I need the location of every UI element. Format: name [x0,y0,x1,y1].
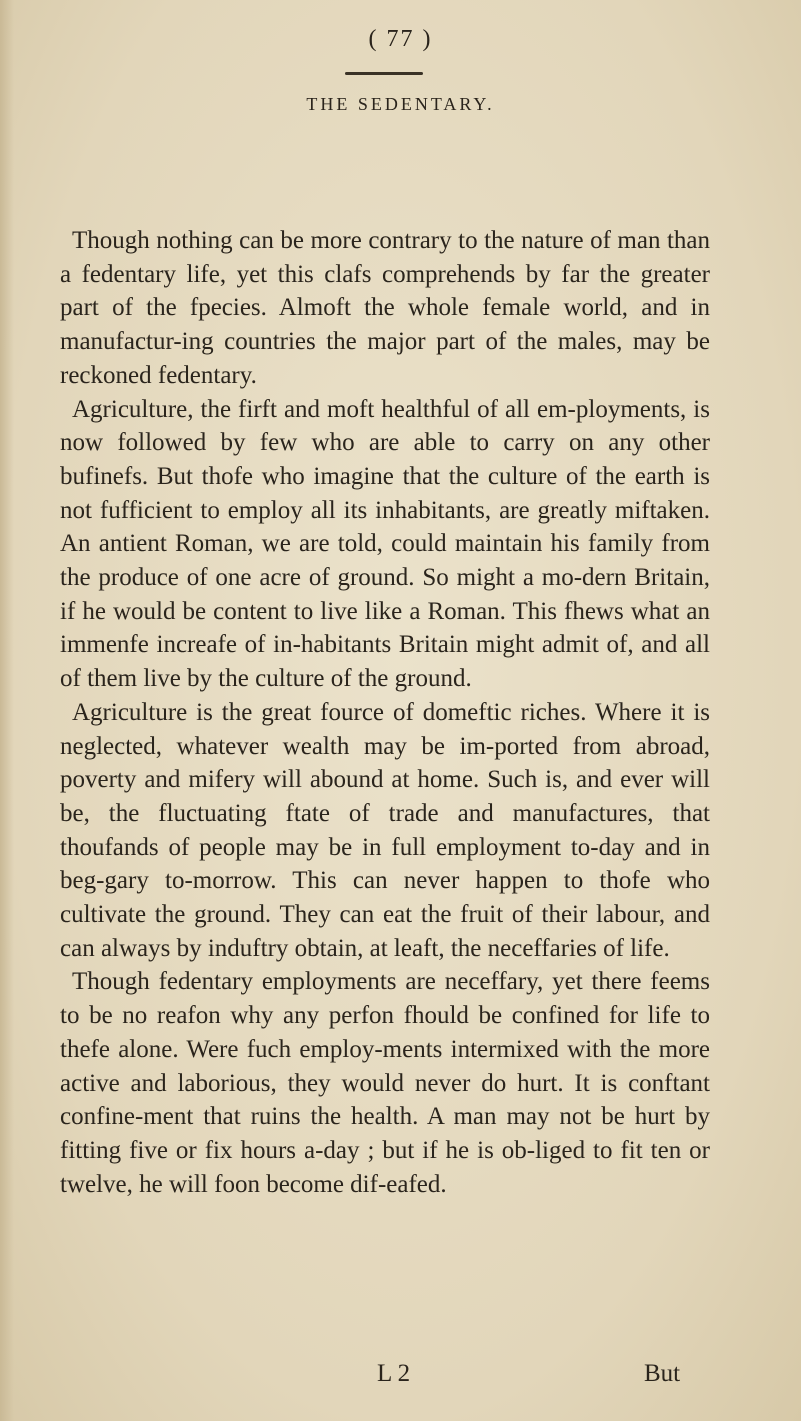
signature-mark: L 2 [377,1360,411,1387]
paragraph: Agriculture, the firft and moft healthful of all em-ployments, is now followed by few who are able to carry on any other bufinefs. But thofe who imagine that the culture of the earth is not fufficient to employ all its inhabitants, are greatly miftaken. An antient Roman, we are told, could maintain his family from the produce of one acre of ground. So might a mo-dern Britain, if he would be content to live like a Roman. This fhews what an immenfe increafe of in-habitants Britain might admit of, and all of them live by the culture of the ground. [60,395,710,693]
paragraph: Though nothing can be more contrary to the nature of man than a fedentary life, yet this clafs comprehends by far the greater part of the fpecies. Almoft the whole female world, and in manufactur-ing countries the major part of the males, may be reckoned fedentary. [60,227,710,389]
page-gutter-shadow [0,0,14,1421]
section-title: THE SEDENTARY. [306,94,495,114]
header-rule [345,72,423,75]
catchword: But [644,1360,681,1387]
page-number: ( 77 ) [368,26,433,52]
body-text [60,224,710,1201]
page-footer [0,1360,801,1394]
paragraph: Though fedentary employments are neceffary, yet there feems to be no reafon why any perfon fhould be confined for life to thefe alone. Were fuch employ-ments intermixed with the more active and laborious, they would never do hurt. It is conftant confine-ment that ruins the health. A man may not be hurt by fitting five or fix hours a-day ; but if he is ob-liged to fit ten or twelve, he will foon become dif-eafed. [60,968,710,1198]
paragraph: Agriculture is the great fource of domeftic riches. Where it is neglected, whatever wealth may be im-ported from abroad, poverty and mifery will abound at home. Such is, and ever will be, the fluctuating ftate of trade and manufactures, that thoufands of people may be in full employment to-day and in beg-gary to-morrow. This can never happen to thofe who cultivate the ground. They can eat the fruit of their labour, and can always by induftry obtain, at leaft, the neceffaries of life. [60,698,710,962]
